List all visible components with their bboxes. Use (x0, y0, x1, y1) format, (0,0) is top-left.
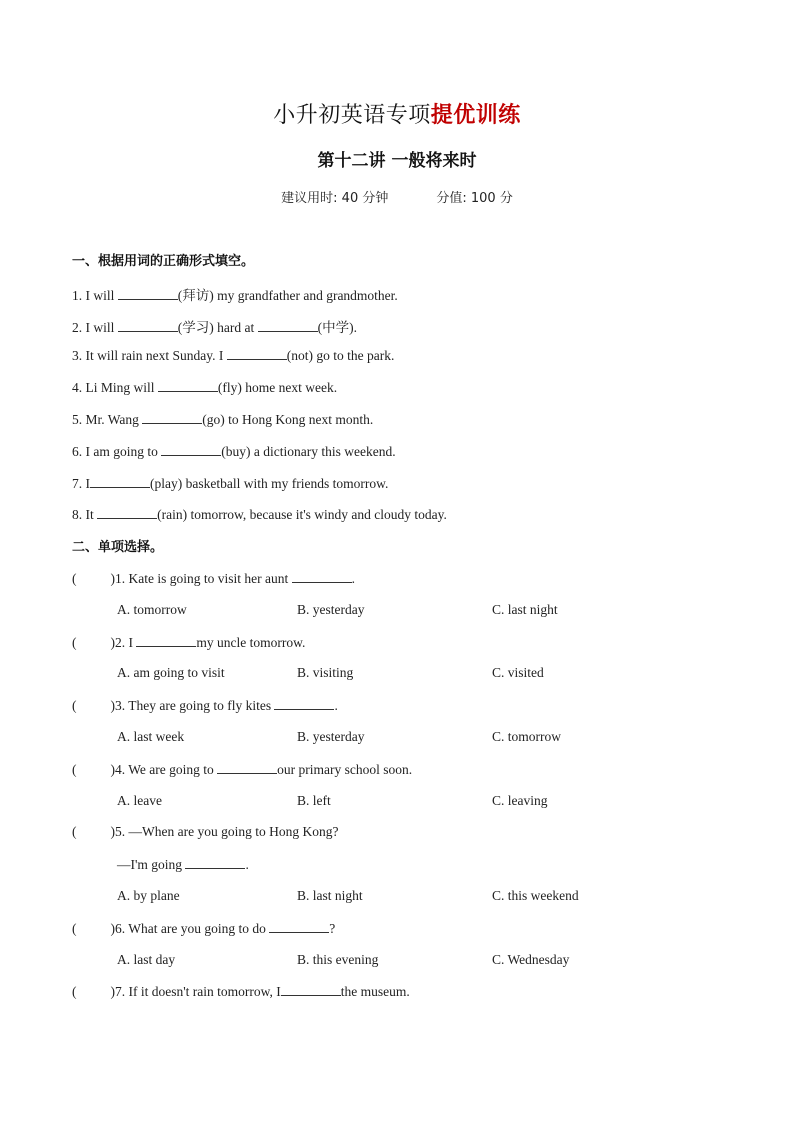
option-c[interactable]: C. last night (492, 602, 558, 617)
option-b[interactable]: B. last night (297, 888, 363, 903)
answer-blank[interactable] (161, 443, 221, 456)
answer-blank[interactable] (90, 475, 150, 488)
fill-item-8: 8. It (rain) tomorrow, because it's windy and cloudy today. (72, 507, 447, 522)
option-a[interactable]: A. last week (117, 729, 185, 744)
mc-question-1: ( )1. Kate is going to visit her aunt . (72, 571, 355, 586)
fill-item-4: 4. Li Ming will (fly) home next week. (72, 380, 338, 395)
answer-blank (292, 570, 352, 583)
option-b[interactable]: B. visiting (297, 665, 354, 680)
answer-blank[interactable] (258, 319, 318, 332)
answer-blank (281, 983, 341, 996)
option-c[interactable]: C. this weekend (492, 888, 579, 903)
option-a[interactable]: A. leave (117, 793, 162, 808)
option-a[interactable]: A. last day (117, 952, 176, 967)
option-a[interactable]: A. tomorrow (117, 602, 187, 617)
option-c[interactable]: C. visited (492, 665, 544, 680)
fill-item-3: 3. It will rain next Sunday. I (not) go to the park. (72, 348, 395, 363)
section1-heading: 一、根据用词的正确形式填空。 (72, 254, 255, 269)
fill-item-7: 7. I (play) basketball with my friends tomorrow. (72, 476, 389, 491)
section2-heading: 二、单项选择。 (72, 540, 164, 555)
answer-blank (274, 697, 334, 710)
page-title (0, 98, 794, 129)
answer-blank[interactable] (118, 319, 178, 332)
answer-blank (217, 761, 277, 774)
fill-item-1: 1. I will (拜访) my grandfather and grandmother. (72, 288, 398, 303)
answer-blank[interactable] (158, 379, 218, 392)
option-c[interactable]: C. tomorrow (492, 729, 561, 744)
option-b[interactable]: B. yesterday (297, 729, 365, 744)
option-b[interactable]: B. left (297, 793, 331, 808)
suggested-time: 建议用时: 40 分钟 (281, 191, 389, 206)
answer-blank[interactable] (142, 411, 202, 424)
title-part1: 小升初英语专项 (273, 103, 431, 128)
option-c[interactable]: C. Wednesday (492, 952, 570, 967)
mc-question-5: ( )5. —When are you going to Hong Kong? (72, 824, 339, 839)
mc-question-7: ( )7. If it doesn't rain tomorrow, I the museum. (72, 984, 410, 999)
answer-blank[interactable] (227, 347, 287, 360)
title-highlight: 提优训练 (430, 103, 521, 128)
answer-blank[interactable] (118, 287, 178, 300)
mc-question-5-reply: —I'm going . (117, 857, 249, 872)
fill-item-5: 5. Mr. Wang (go) to Hong Kong next month. (72, 412, 374, 427)
fill-item-6: 6. I am going to (buy) a dictionary this weekend. (72, 444, 396, 459)
fill-item-2: 2. I will (学习) hard at (中学). (72, 320, 357, 335)
total-score: 分值: 100 分 (436, 191, 513, 206)
option-b[interactable]: B. yesterday (297, 602, 365, 617)
mc-question-3: ( )3. They are going to fly kites . (72, 698, 338, 713)
option-a[interactable]: A. by plane (117, 888, 180, 903)
option-c[interactable]: C. leaving (492, 793, 548, 808)
answer-blank (185, 856, 245, 869)
exam-meta (0, 187, 794, 206)
option-b[interactable]: B. this evening (297, 952, 379, 967)
mc-question-4: ( )4. We are going to our primary school soon. (72, 762, 413, 777)
page-subtitle: 第十二讲 一般将来时 (317, 151, 477, 171)
mc-question-2: ( )2. I my uncle tomorrow. (72, 635, 306, 650)
answer-blank (269, 920, 329, 933)
mc-question-6: ( )6. What are you going to do ? (72, 921, 336, 936)
option-a[interactable]: A. am going to visit (117, 665, 225, 680)
answer-blank[interactable] (97, 506, 157, 519)
answer-blank (136, 634, 196, 647)
